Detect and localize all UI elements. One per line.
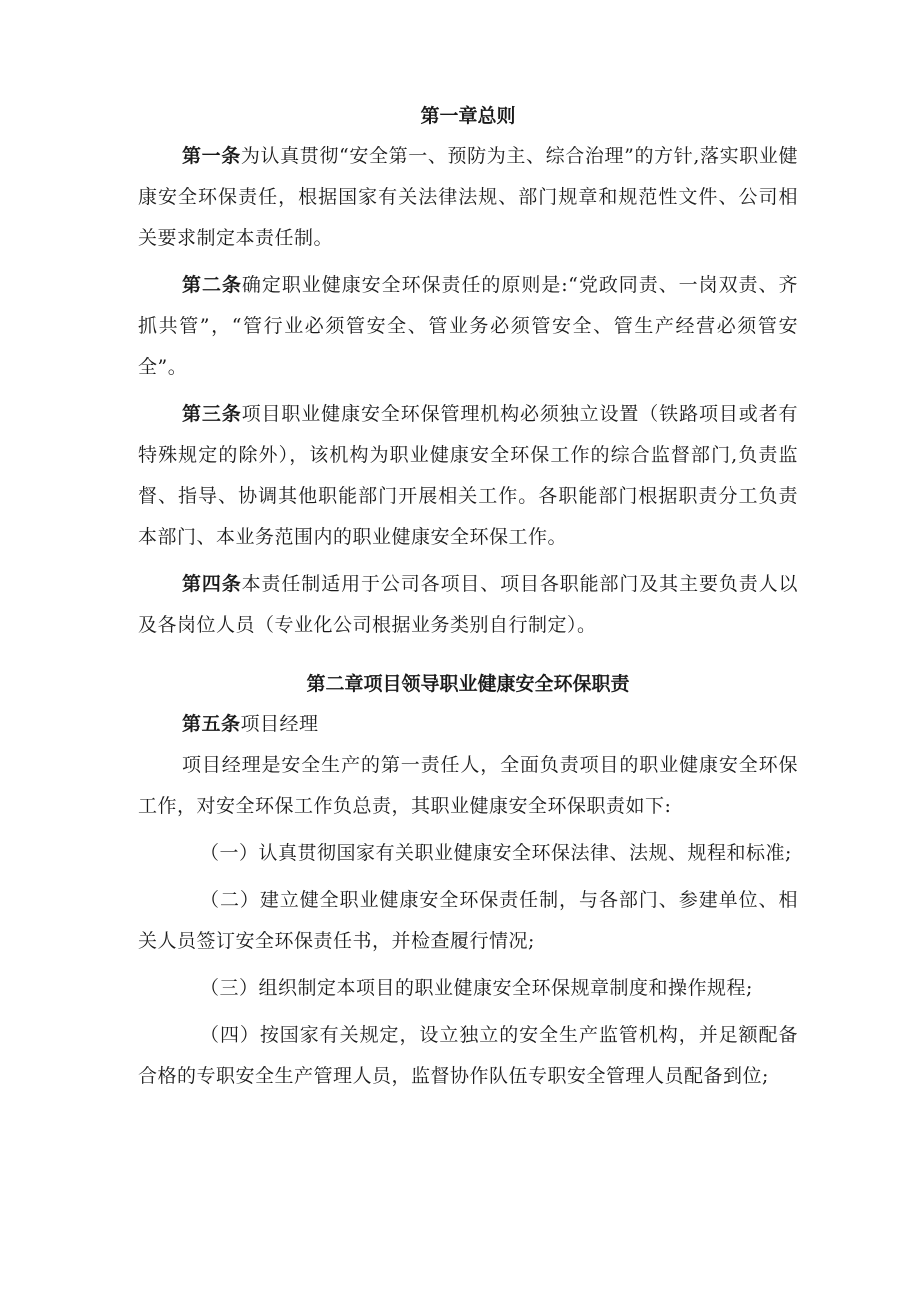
article-1-label: 第一条 [182, 145, 241, 167]
duty-item-2: （二）建立健全职业健康安全环保责任制，与各部门、参建单位、相关人员签订安全环保责任书，并检查履行情况; [138, 889, 798, 952]
article-4 [138, 564, 798, 646]
article-3-text: 项目职业健康安全环保管理机构必须独立设置（铁路项目或者有特殊规定的除外），该机构为职业健康安全环保工作的综合监督部门,负责监督、指导、协调其他职能部门开展相关工作。各职能部门根据职责分工负责本部门、本业务范围内的职业健康安全环保工作。 [138, 403, 798, 548]
article-5-label: 第五条 [182, 713, 241, 735]
article-1-text: 为认真贯彻“安全第一、预防为主、综合治理”的方针,落实职业健康安全环保责任，根据国家有关法律法规、部门规章和规范性文件、公司相关要求制定本责任制。 [138, 145, 798, 249]
duty-item-3: （三）组织制定本项目的职业健康安全环保规章制度和操作规程; [200, 977, 753, 999]
article-2-text: 确定职业健康安全环保责任的原则是:“党政同责、一岗双责、齐抓共管”，“管行业必须管安全、管业务必须管安全、管生产经营必须管安全”。 [138, 274, 798, 378]
chapter-1-title: 第一章总则 [420, 105, 516, 127]
article-4-text: 本责任制适用于公司各项目、项目各职能部门及其主要负责人以及各岗位人员（专业化公司根据业务类别自行制定）。 [138, 573, 798, 636]
chapter-2-title: 第二章项目领导职业健康安全环保职责 [306, 673, 630, 695]
article-5-text: 项目经理 [240, 713, 319, 735]
duty-item-1: （一）认真贯彻国家有关职业健康安全环保法律、法规、规程和标准; [200, 842, 792, 864]
article-2 [138, 265, 798, 388]
duty-item-4: （四）按国家有关规定，设立独立的安全生产监管机构，并足额配备合格的专职安全生产管理人员，监督协作队伍专职安全管理人员配备到位; [138, 1024, 798, 1087]
document-page [138, 96, 798, 1103]
article-5-intro: 项目经理是安全生产的第一责任人，全面负责项目的职业健康安全环保工作，对安全环保工作负总责，其职业健康安全环保职责如下: [138, 754, 798, 817]
article-2-label: 第二条 [182, 274, 242, 296]
article-3 [138, 394, 798, 558]
article-5 [138, 704, 798, 745]
article-1 [138, 136, 798, 259]
article-4-label: 第四条 [182, 573, 242, 595]
article-3-label: 第三条 [182, 403, 242, 425]
